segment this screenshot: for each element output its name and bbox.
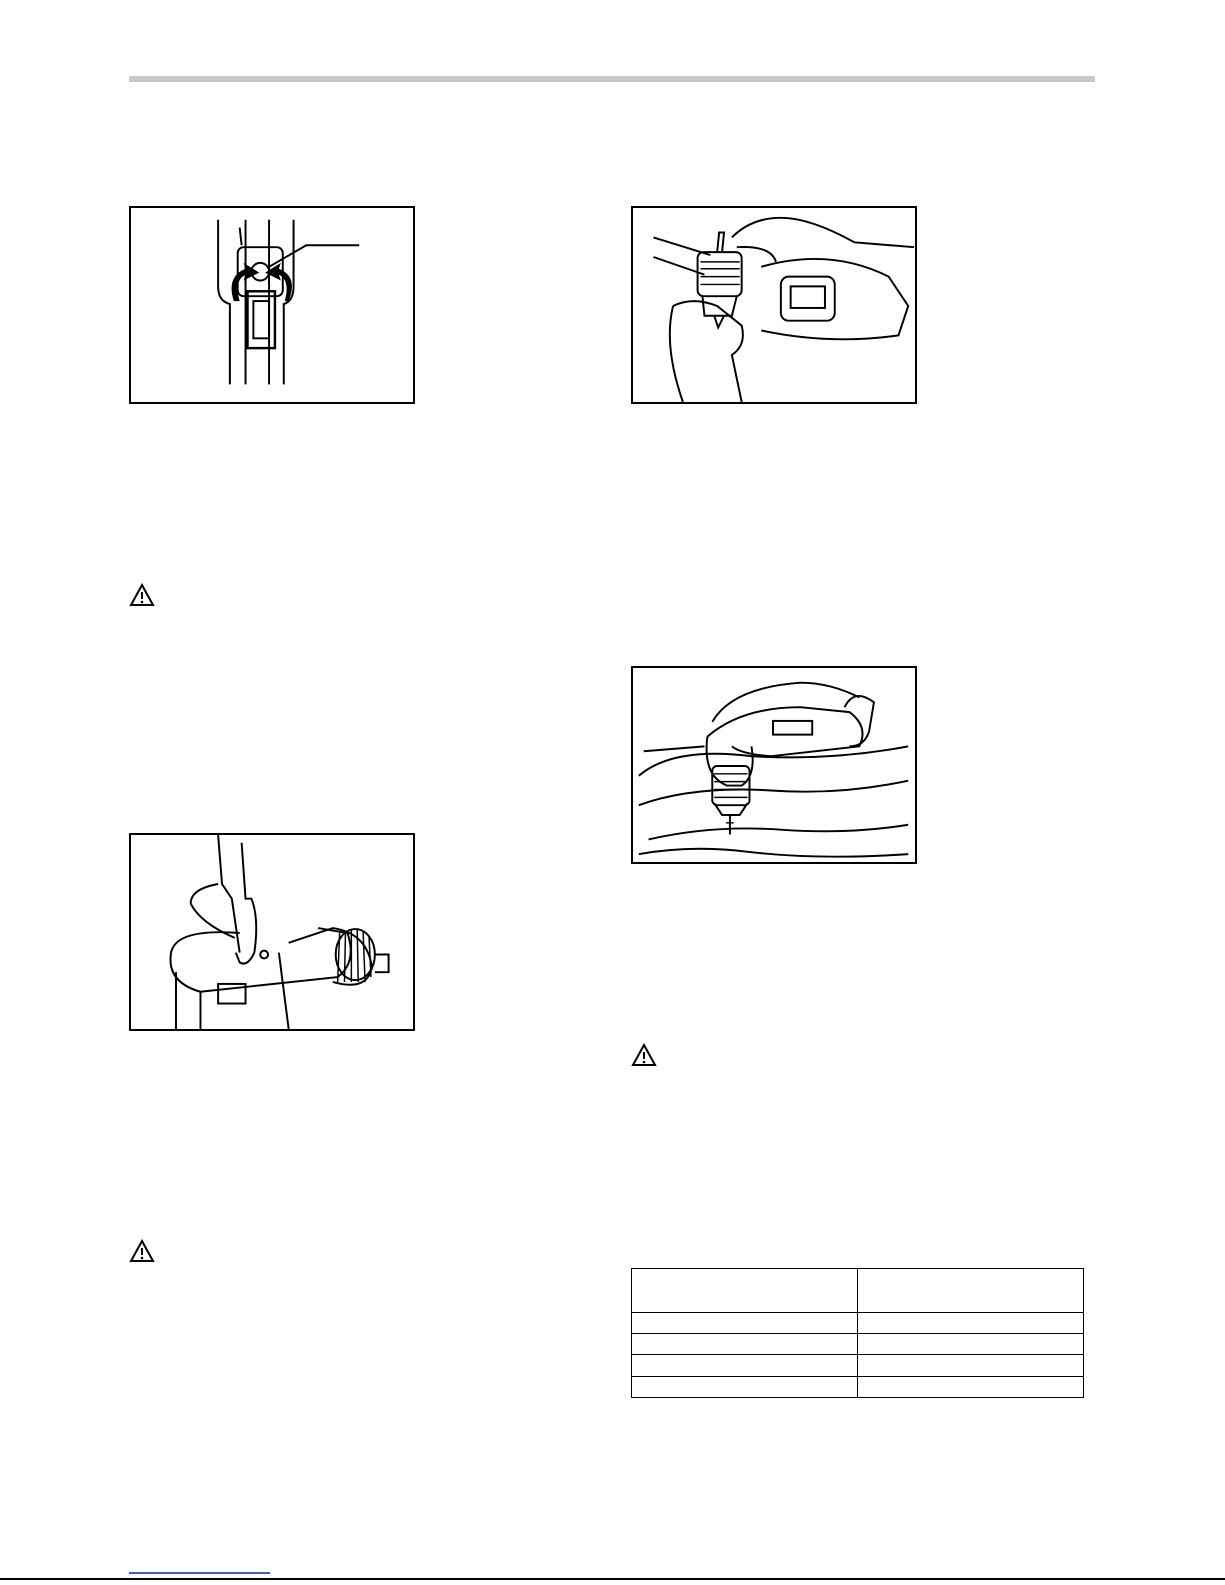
warning-triangle-icon — [129, 583, 155, 607]
switch-lever-figure — [129, 206, 415, 404]
spec-table — [631, 1268, 1084, 1398]
table-cell — [632, 1334, 858, 1355]
chuck-figure — [631, 206, 917, 404]
warning-triangle-icon — [129, 1239, 155, 1263]
switch-lever-illustration — [131, 208, 413, 402]
header-rule — [129, 76, 1095, 82]
table-row — [632, 1312, 1084, 1333]
table-cell — [858, 1376, 1084, 1397]
table-cell — [632, 1312, 858, 1333]
table-cell — [858, 1334, 1084, 1355]
table-row — [632, 1355, 1084, 1376]
footer-rule — [0, 1578, 1225, 1580]
warning-triangle-icon — [631, 1043, 657, 1067]
table-cell — [858, 1312, 1084, 1333]
shaft-lock-button-illustration — [131, 835, 413, 1029]
shaft-lock-figure — [129, 833, 415, 1031]
table-row — [632, 1376, 1084, 1397]
footer-link-underline[interactable] — [129, 1572, 270, 1574]
table-cell — [858, 1355, 1084, 1376]
drilling-figure — [631, 666, 917, 864]
drilling-into-wood-illustration — [633, 668, 915, 862]
table-header-row — [632, 1269, 1084, 1313]
table-header-cell — [858, 1269, 1084, 1313]
drill-chuck-tightening-illustration — [633, 208, 915, 402]
table-row — [632, 1334, 1084, 1355]
table-cell — [632, 1355, 858, 1376]
table-header-cell — [632, 1269, 858, 1313]
table-cell — [632, 1376, 858, 1397]
